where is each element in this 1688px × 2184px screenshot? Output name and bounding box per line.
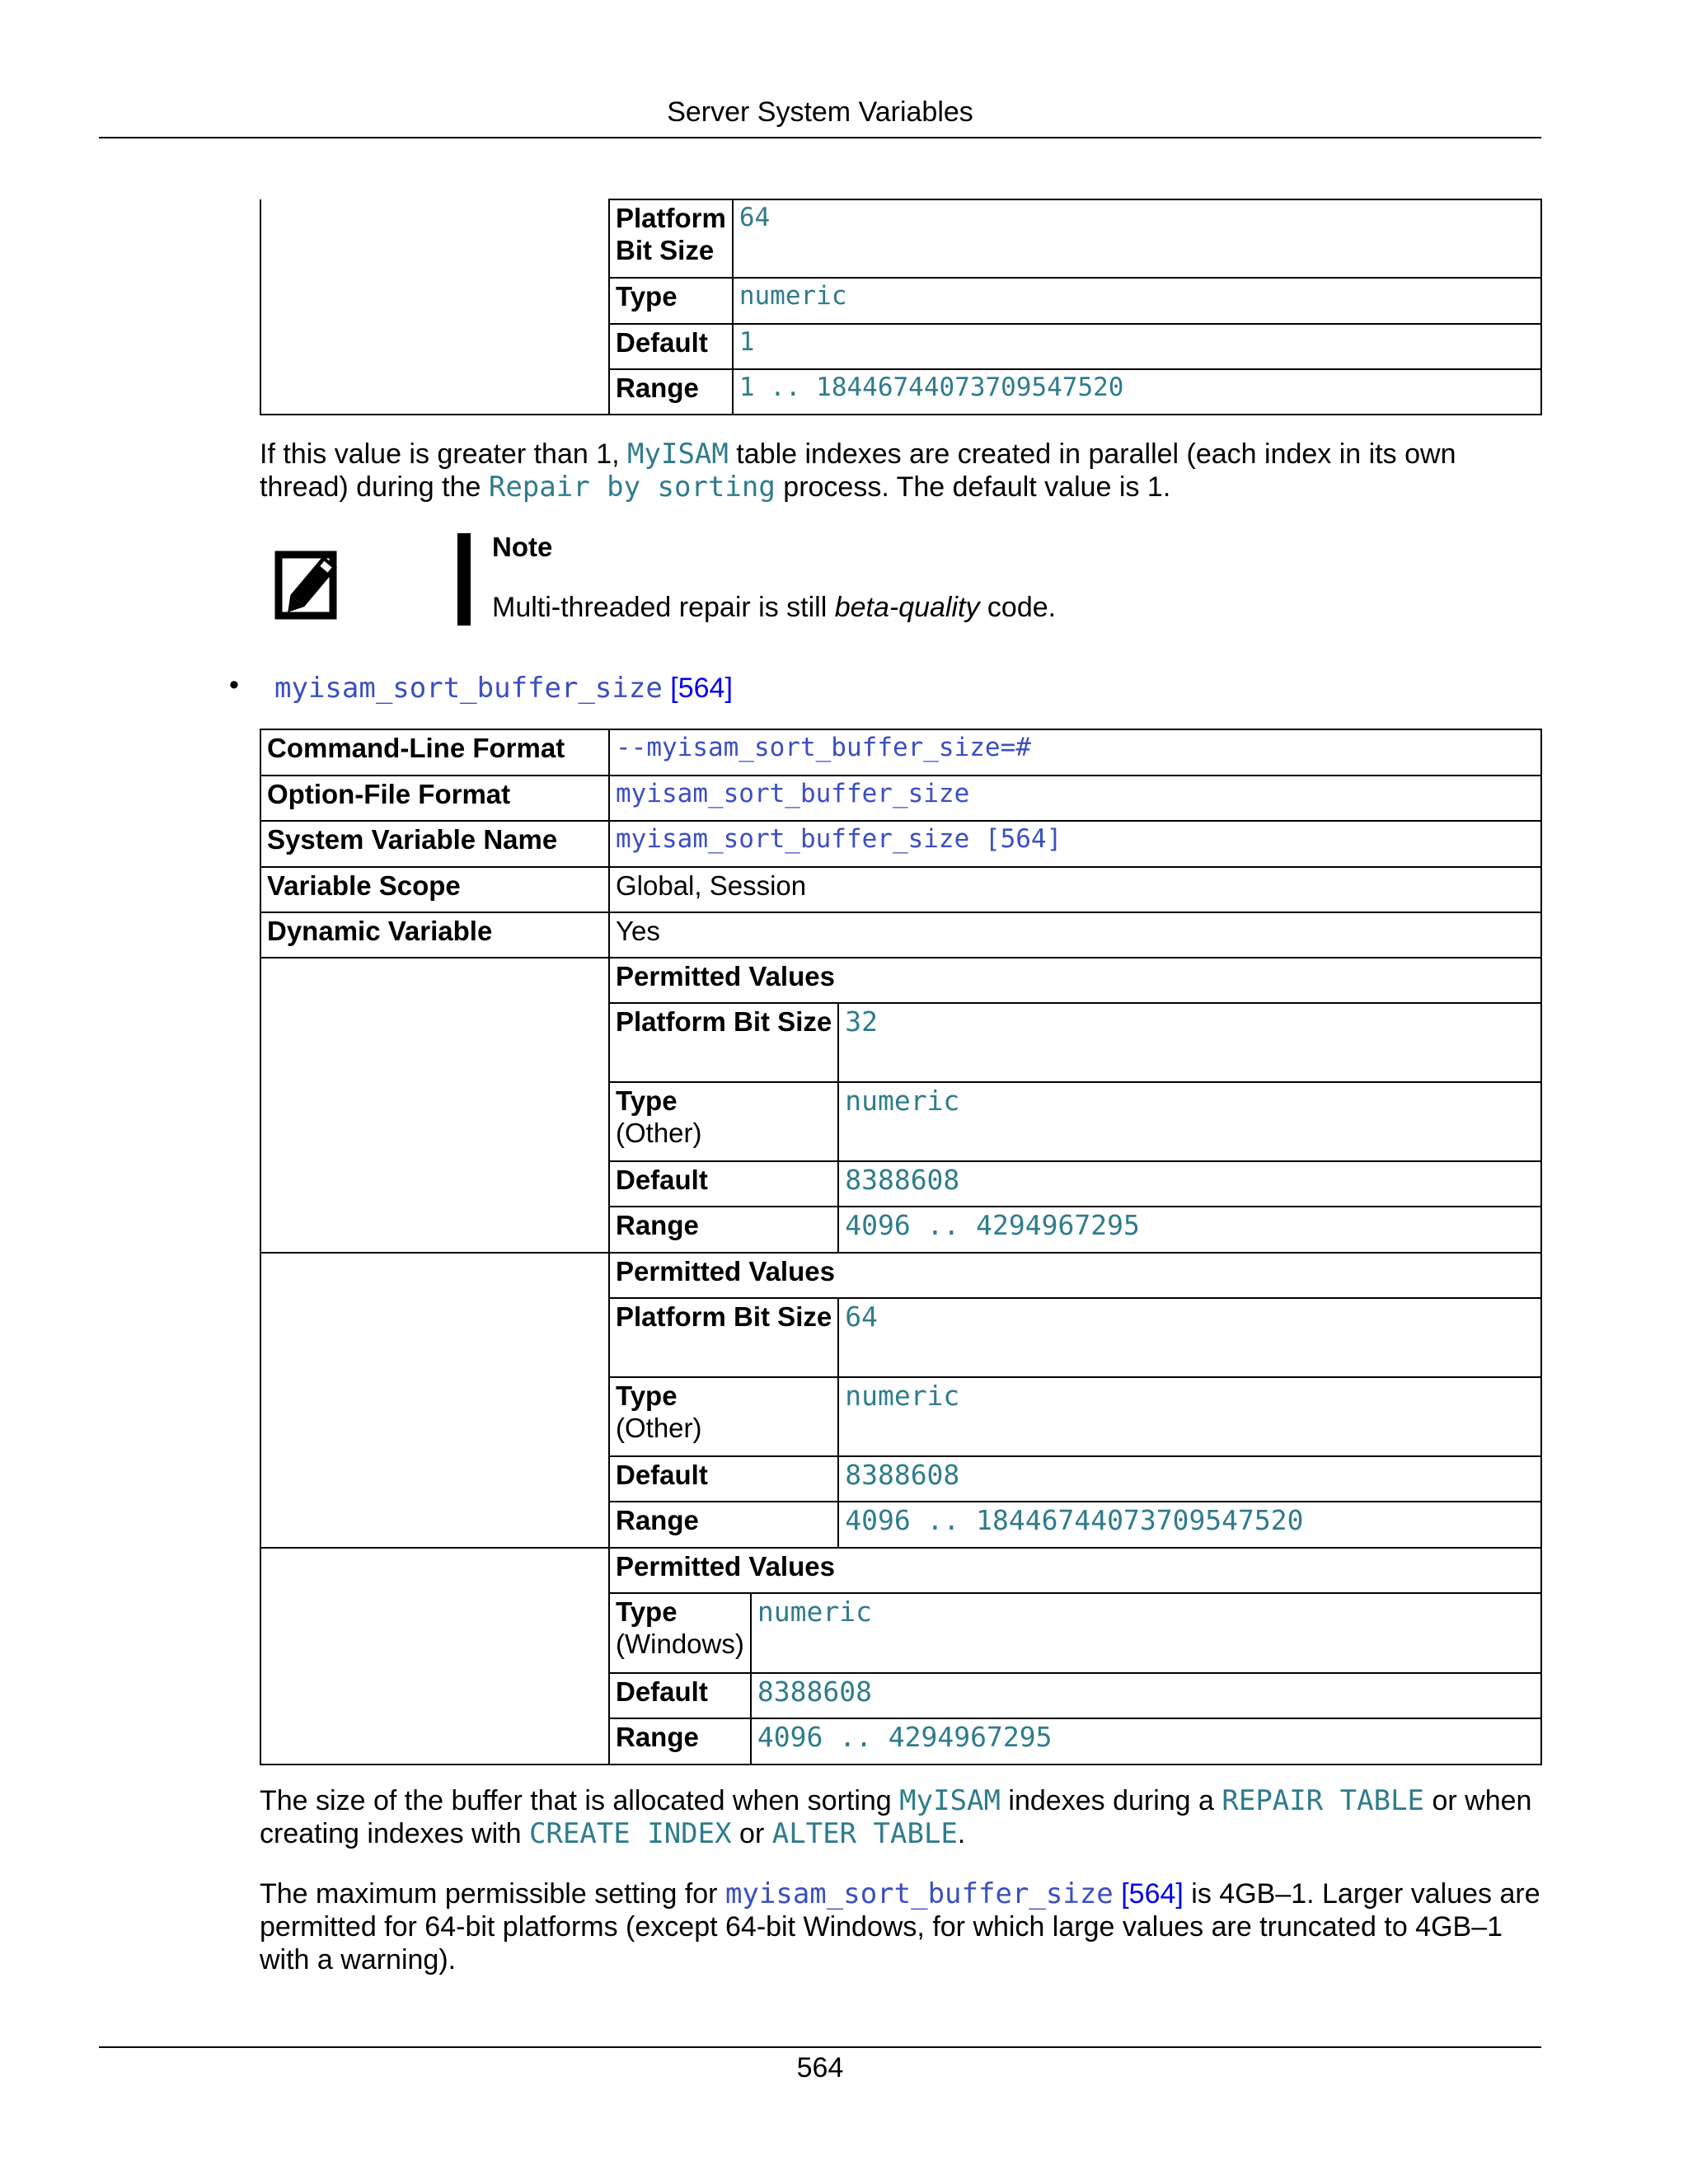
type-label bbox=[610, 1594, 751, 1673]
header-divider bbox=[99, 137, 1541, 138]
label-note: (Other) bbox=[616, 1413, 702, 1443]
type-value: numeric bbox=[838, 1377, 1540, 1456]
type-value: numeric bbox=[751, 1594, 1540, 1673]
text: indexes during a bbox=[1000, 1785, 1222, 1816]
text: code. bbox=[979, 592, 1057, 623]
range-label: Range bbox=[610, 1502, 838, 1547]
variable-scope-value: Global, Session bbox=[609, 867, 1541, 912]
type-value: numeric bbox=[838, 1082, 1540, 1161]
dynamic-variable-label: Dynamic Variable bbox=[260, 912, 609, 958]
default-label: Default bbox=[610, 1673, 751, 1718]
text: is 4GB–1. Larger values are permitted for 64-bit platforms (except 64-bit Windows, for which large values are truncated to 4GB–1 with a warning). bbox=[260, 1878, 1540, 1975]
variable-name-link[interactable]: myisam_sort_buffer_size bbox=[724, 1877, 1114, 1910]
variable-options-table bbox=[260, 729, 1542, 1765]
page-ref-link[interactable]: [564] bbox=[1121, 1878, 1184, 1910]
code-alter-table: ALTER TABLE bbox=[771, 1817, 958, 1850]
text: The maximum permissible setting for bbox=[260, 1878, 725, 1910]
default-label: Default bbox=[610, 1456, 838, 1502]
label: Type bbox=[616, 1380, 678, 1411]
variable-scope-label: Variable Scope bbox=[260, 867, 609, 912]
range-value: 4096 .. 4294967295 bbox=[757, 1721, 1053, 1753]
range-label: Range bbox=[610, 1207, 838, 1252]
default-value: 8388608 bbox=[838, 1161, 1540, 1207]
bullet-symbol: • bbox=[229, 669, 239, 701]
code-create-index: CREATE INDEX bbox=[528, 1817, 732, 1850]
range-label: Range bbox=[610, 1718, 751, 1764]
range-value: 1 .. 18446744073709547520 bbox=[733, 369, 1541, 415]
cmd-format-value: --myisam_sort_buffer_size=# bbox=[609, 729, 1541, 776]
default-value: 1 bbox=[733, 324, 1541, 369]
default-label: Default bbox=[610, 1161, 838, 1207]
default-label: Default bbox=[609, 324, 733, 369]
note-title: Note bbox=[492, 532, 553, 562]
option-file-label: Option-File Format bbox=[260, 776, 609, 821]
cmd-format-label: Command-Line Format bbox=[260, 729, 609, 776]
label-note: (Windows) bbox=[616, 1629, 744, 1659]
default-value: 8388608 bbox=[838, 1456, 1540, 1502]
text: . bbox=[957, 1818, 966, 1849]
code-repair-table: REPAIR TABLE bbox=[1221, 1784, 1425, 1817]
note-sidebar bbox=[457, 533, 471, 626]
permitted-values-block bbox=[609, 1298, 1541, 1548]
variable-name-link[interactable]: myisam_sort_buffer_size bbox=[274, 672, 663, 705]
dynamic-variable-value: Yes bbox=[609, 912, 1541, 958]
table-spacer-cell bbox=[260, 1253, 609, 1548]
text: If this value is greater than 1, bbox=[260, 438, 628, 470]
table-spacer-cell bbox=[260, 1548, 609, 1765]
page-header-title: Server System Variables bbox=[667, 96, 973, 128]
text: or bbox=[731, 1818, 772, 1849]
description-paragraph-1 bbox=[260, 438, 1545, 504]
default-value: 8388608 bbox=[751, 1673, 1540, 1718]
text: or when creating indexes with bbox=[260, 1785, 1532, 1849]
note-text bbox=[492, 592, 1056, 624]
text: Multi-threaded repair is still bbox=[492, 592, 835, 623]
permitted-values-block bbox=[609, 1003, 1541, 1253]
system-variable-value[interactable] bbox=[609, 821, 1541, 867]
system-variable-label: System Variable Name bbox=[260, 821, 609, 867]
text: table indexes are created in parallel (each index in its own thread) during the bbox=[260, 438, 1456, 503]
type-label: Type bbox=[609, 278, 733, 324]
table-spacer-cell bbox=[260, 958, 609, 1253]
top-permitted-values-table bbox=[260, 199, 1542, 415]
code-myisam: MyISAM bbox=[627, 438, 729, 471]
variable-heading bbox=[274, 672, 733, 705]
permitted-values-block bbox=[609, 1593, 1541, 1765]
type-label bbox=[610, 1377, 838, 1456]
permitted-values-header: Permitted Values bbox=[609, 958, 1541, 1003]
platform-bit-size-label: Platform Bit Size bbox=[609, 199, 733, 278]
description-paragraph-3 bbox=[260, 1877, 1545, 1976]
footer-divider bbox=[99, 2046, 1541, 2048]
text: process. The default value is 1. bbox=[775, 471, 1171, 503]
code-myisam: MyISAM bbox=[899, 1784, 1001, 1817]
description-paragraph-2 bbox=[260, 1784, 1545, 1850]
page-ref: [564] bbox=[984, 824, 1062, 854]
table-spacer-cell bbox=[260, 199, 609, 415]
platform-bit-size-label: Platform Bit Size bbox=[610, 1299, 838, 1377]
label: Type bbox=[616, 1596, 678, 1627]
label: Type bbox=[616, 1085, 678, 1116]
note-pencil-icon bbox=[272, 548, 346, 622]
page-number: 564 bbox=[796, 2052, 844, 2083]
type-label bbox=[610, 1082, 838, 1161]
range-value: 4096 .. 4294967295 bbox=[845, 1209, 1140, 1241]
emphasis: beta-quality bbox=[834, 592, 980, 623]
variable-name: myisam_sort_buffer_size bbox=[616, 824, 970, 854]
text: The size of the buffer that is allocated when sorting bbox=[260, 1785, 900, 1816]
platform-bit-size-value: 64 bbox=[838, 1299, 1540, 1377]
range-label: Range bbox=[609, 369, 733, 415]
platform-bit-size-value: 32 bbox=[838, 1004, 1540, 1082]
permitted-values-header: Permitted Values bbox=[609, 1253, 1541, 1298]
label-note: (Other) bbox=[616, 1118, 702, 1148]
page-ref-link[interactable]: [564] bbox=[670, 673, 733, 704]
permitted-values-header: Permitted Values bbox=[609, 1548, 1541, 1593]
option-file-value: myisam_sort_buffer_size bbox=[609, 776, 1541, 821]
platform-bit-size-label: Platform Bit Size bbox=[610, 1004, 838, 1082]
code-repair-by-sorting: Repair by sorting bbox=[488, 471, 776, 504]
platform-bit-size-value: 64 bbox=[733, 199, 1541, 278]
type-value: numeric bbox=[733, 278, 1541, 324]
range-value: 4096 .. 18446744073709547520 bbox=[845, 1504, 1304, 1536]
